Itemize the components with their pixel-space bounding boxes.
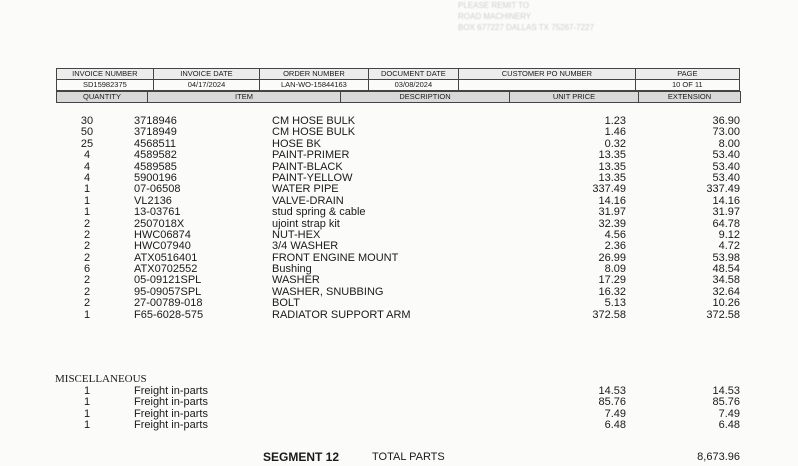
order-number-value: LAN-WO-15844163	[260, 80, 369, 91]
table-row	[0, 386, 798, 397]
unit-price-header: UNIT PRICE	[510, 92, 639, 103]
invoice-date-header: INVOICE DATE	[153, 69, 259, 80]
row-quantity: 50	[80, 126, 94, 139]
invoice-date-value: 04/17/2024	[153, 80, 259, 91]
row-quantity: 1	[83, 183, 91, 196]
row-quantity: 2	[83, 240, 91, 253]
row-description: CM HOSE BULK	[272, 115, 356, 127]
row-extension: 73.00	[712, 126, 740, 139]
line-items-list	[0, 116, 798, 321]
row-unit-price: 4.56	[604, 228, 626, 241]
row-item-number: 27-00789-018	[134, 297, 203, 310]
table-row	[0, 150, 798, 161]
row-description: Bushing	[272, 263, 312, 276]
row-unit-price: 5.13	[604, 297, 626, 310]
row-item-number: 4589585	[134, 160, 177, 173]
table-row	[0, 219, 798, 230]
customer-po-value	[459, 80, 636, 91]
table-row	[0, 162, 798, 173]
row-unit-price: 1.23	[604, 115, 626, 127]
row-quantity: 2	[83, 228, 91, 241]
row-extension: 31.97	[712, 206, 740, 219]
table-row	[0, 139, 798, 150]
row-extension: 36.90	[712, 115, 740, 127]
row-unit-price: 26.99	[598, 251, 626, 264]
row-extension: 48.54	[712, 263, 740, 276]
row-item-description: Freight in-parts	[134, 385, 208, 397]
row-description: WASHER	[272, 274, 320, 287]
table-row	[0, 207, 798, 218]
segment-label: SEGMENT 12	[263, 450, 340, 464]
row-extension: 14.16	[712, 194, 740, 207]
extension-header: EXTENSION	[639, 92, 741, 103]
row-extension: 372.58	[706, 308, 740, 321]
table-row	[0, 241, 798, 252]
total-parts-value: 8,673.96	[697, 451, 740, 463]
table-row	[0, 264, 798, 275]
order-number-header: ORDER NUMBER	[260, 69, 369, 80]
row-description: ujoint strap kit	[272, 217, 340, 230]
invoice-number-value: SD15982375	[57, 80, 154, 91]
description-header: DESCRIPTION	[341, 92, 510, 103]
table-row	[0, 420, 798, 431]
invoice-number-header: INVOICE NUMBER	[57, 69, 154, 80]
row-item-number: VL2136	[134, 194, 172, 207]
table-row	[0, 230, 798, 241]
row-quantity: 2	[83, 217, 91, 230]
row-description: PAINT-YELLOW	[272, 171, 353, 184]
row-quantity: 1	[83, 419, 91, 432]
quantity-header: QUANTITY	[57, 92, 148, 103]
page-value: 10 OF 11	[635, 80, 739, 91]
row-description: NUT-HEX	[272, 228, 321, 241]
row-item-number: 3718949	[134, 126, 177, 139]
table-row	[0, 127, 798, 138]
row-extension: 8.00	[718, 137, 740, 150]
row-item-number: 07-06508	[134, 183, 181, 196]
remit-line-1: PLEASE REMIT TO	[458, 1, 530, 10]
row-unit-price: 6.48	[604, 419, 626, 432]
table-row	[0, 409, 798, 420]
document-date-header: DOCUMENT DATE	[368, 69, 458, 80]
row-unit-price: 16.32	[598, 285, 626, 298]
row-description: WASHER, SNUBBING	[272, 285, 384, 298]
table-row	[0, 116, 798, 127]
row-unit-price: 14.53	[598, 385, 626, 397]
remit-line-3: BOX 677227 DALLAS TX 75267-7227	[458, 23, 594, 32]
row-quantity: 2	[83, 285, 91, 298]
row-extension: 337.49	[706, 183, 740, 196]
row-description: HOSE BK	[272, 137, 321, 150]
row-item-number: 2507018X	[134, 217, 185, 230]
row-extension: 6.48	[718, 419, 740, 432]
invoice-header-table	[56, 68, 740, 103]
row-item-description: Freight in-parts	[134, 407, 208, 420]
row-extension: 14.53	[712, 385, 740, 397]
row-unit-price: 1.46	[604, 126, 626, 139]
remit-line-2: ROAD MACHINERY	[458, 12, 532, 21]
total-parts-label: TOTAL PARTS	[372, 451, 445, 463]
table-row	[0, 275, 798, 286]
row-extension: 85.76	[712, 396, 740, 409]
row-item-number: HWC07940	[134, 240, 191, 253]
row-unit-price: 17.29	[598, 274, 626, 287]
row-extension: 64.78	[712, 217, 740, 230]
table-row	[0, 173, 798, 184]
table-row	[0, 184, 798, 195]
row-item-number: 13-03761	[134, 206, 181, 219]
row-description: VALVE-DRAIN	[272, 194, 344, 207]
customer-po-header: CUSTOMER PO NUMBER	[459, 69, 636, 80]
row-unit-price: 7.49	[604, 407, 626, 420]
row-unit-price: 85.76	[598, 396, 626, 409]
item-header: ITEM	[148, 92, 341, 103]
row-item-number: 4568511	[134, 137, 177, 150]
row-item-number: 4589582	[134, 149, 177, 162]
row-extension: 53.98	[712, 251, 740, 264]
row-description: WATER PIPE	[272, 183, 339, 196]
row-description: PAINT-BLACK	[272, 160, 343, 173]
row-unit-price: 13.35	[598, 171, 626, 184]
row-quantity: 1	[83, 194, 91, 207]
row-description: RADIATOR SUPPORT ARM	[272, 308, 411, 321]
row-unit-price: 372.58	[592, 308, 626, 321]
row-item-number: F65-6028-575	[134, 308, 204, 321]
row-description: 3/4 WASHER	[272, 240, 339, 253]
row-unit-price: 337.49	[592, 183, 626, 196]
row-quantity: 4	[83, 171, 91, 184]
row-extension: 32.64	[712, 285, 740, 298]
misc-items-list	[0, 386, 798, 432]
row-quantity: 4	[83, 160, 91, 173]
table-row	[0, 310, 798, 321]
row-extension: 7.49	[718, 407, 740, 420]
row-unit-price: 14.16	[598, 194, 626, 207]
row-description: BOLT	[272, 297, 300, 310]
row-extension: 34.58	[712, 274, 740, 287]
row-quantity: 1	[83, 206, 91, 219]
row-unit-price: 13.35	[598, 149, 626, 162]
row-quantity: 2	[83, 297, 91, 310]
row-quantity: 1	[83, 396, 91, 409]
row-extension: 53.40	[712, 149, 740, 162]
row-description: CM HOSE BULK	[272, 126, 356, 139]
row-quantity: 4	[83, 149, 91, 162]
row-item-number: 5900196	[134, 171, 177, 184]
row-quantity: 6	[83, 263, 91, 276]
row-quantity: 2	[83, 251, 91, 264]
row-item-description: Freight in-parts	[134, 396, 208, 409]
table-row	[0, 287, 798, 298]
row-description: FRONT ENGINE MOUNT	[272, 251, 399, 264]
row-description: PAINT-PRIMER	[272, 149, 350, 162]
remit-address-faded	[458, 0, 628, 36]
row-quantity: 30	[80, 115, 94, 127]
row-unit-price: 32.39	[598, 217, 626, 230]
row-extension: 9.12	[718, 228, 740, 241]
row-item-number: 05-09121SPL	[134, 274, 202, 287]
row-item-number: ATX0516401	[134, 251, 198, 264]
row-unit-price: 2.36	[604, 240, 626, 253]
document-date-value: 03/08/2024	[368, 80, 458, 91]
row-unit-price: 8.09	[604, 263, 626, 276]
table-row	[0, 397, 798, 408]
row-item-number: HWC06874	[134, 228, 191, 241]
row-quantity: 1	[83, 407, 91, 420]
row-description: stud spring & cable	[272, 206, 366, 219]
row-unit-price: 31.97	[598, 206, 626, 219]
row-item-description: Freight in-parts	[134, 419, 208, 432]
table-row	[0, 196, 798, 207]
row-quantity: 1	[83, 385, 91, 397]
miscellaneous-label: MISCELLANEOUS	[55, 373, 147, 385]
row-extension: 53.40	[712, 171, 740, 184]
row-unit-price: 13.35	[598, 160, 626, 173]
page-header: PAGE	[635, 69, 739, 80]
row-unit-price: 0.32	[604, 137, 626, 150]
row-item-number: 3718946	[134, 115, 177, 127]
row-extension: 4.72	[718, 240, 740, 253]
row-quantity: 25	[80, 137, 94, 150]
row-extension: 10.26	[712, 297, 740, 310]
table-row	[0, 253, 798, 264]
row-item-number: 95-09057SPL	[134, 285, 202, 298]
row-extension: 53.40	[712, 160, 740, 173]
row-item-number: ATX0702552	[134, 263, 198, 276]
invoice-footer	[0, 450, 798, 464]
table-row	[0, 298, 798, 309]
row-quantity: 1	[83, 308, 91, 321]
row-quantity: 2	[83, 274, 91, 287]
